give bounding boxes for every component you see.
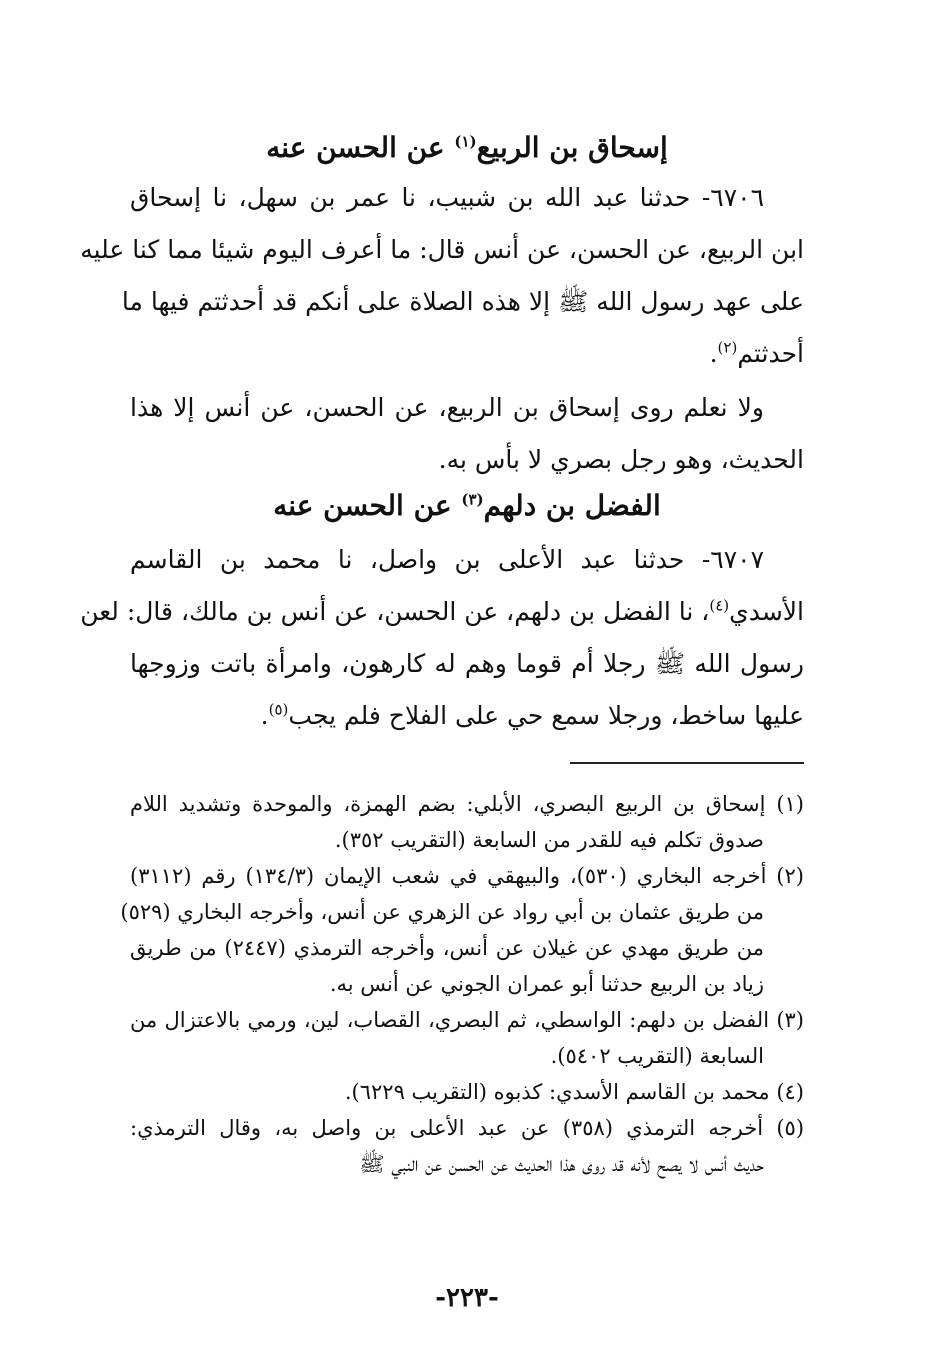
hadith-line: ٦٧٠٦- حدثنا عبد الله بن شبيب، نا عمر بن سهل، نا إسحاق — [130, 183, 764, 212]
footnote-line: زياد بن الربيع حدثنا أبو عمران الجوني عن أنس به. — [329, 972, 764, 996]
hadith-line-text: الأسدي — [729, 597, 804, 626]
footnote-ref: (٣) — [461, 490, 484, 509]
comment-line: ولا نعلم روى إسحاق بن الربيع، عن الحسن، عن أنس إلا هذا — [130, 393, 764, 422]
hadith-line-text: عليها ساخط، ورجلا سمع حي على الفلاح فلم يجب — [288, 701, 804, 730]
hadith-line: على عهد رسول الله ﷺ إلا هذه الصلاة على أنكم قد أحدثتم فيها ما — [121, 287, 804, 316]
hadith-line-text: ، نا الفضل بن دلهم، عن الحسن، عن أنس بن مالك، قال: لعن — [80, 597, 710, 626]
footnote-separator — [570, 762, 804, 764]
footnote-1 — [130, 786, 804, 858]
hadith-6707 — [80, 534, 804, 742]
footnote-line: السابعة (التقريب ٥٤٠٢). — [550, 1044, 764, 1068]
footnote-line: (٤) محمد بن القاسم الأسدي: كذبوه (التقريب ٦٢٢٩). — [344, 1080, 804, 1104]
section-heading-fadl — [130, 486, 804, 526]
footnote-ref: (٤) — [709, 596, 730, 615]
footnote-ref: (٢) — [717, 338, 738, 357]
footnote-line: (٢) أخرجه البخاري (٥٣٠)، والبيهقي في شعب الإيمان (١٣٤/٣) رقم (٣١١٢) — [130, 864, 804, 888]
footnote-line: حديث أنس لا يصح لأنه قد روى هذا الحديث عن الحسن عن النبي ﷺ — [359, 1152, 764, 1176]
hadith-line: رسول الله ﷺ رجلا أم قوما وهم له كارهون، وامرأة باتت وزوجها — [130, 649, 804, 678]
footnote-line: من طريق عثمان بن أبي رواد عن الزهري عن أنس، وأخرجه البخاري (٥٢٩) — [120, 900, 764, 924]
hadith-line-last — [130, 690, 804, 742]
hadith-end: . — [260, 701, 269, 730]
footnote-ref: (٥) — [268, 700, 289, 719]
hadith-line — [80, 586, 804, 638]
footnote-line: (٣) الفضل بن دلهم: الواسطي، ثم البصري، القصاب، لين، ورمي بالاعتزال من — [130, 1008, 804, 1032]
heading-name: الفضل بن دلهم — [483, 489, 661, 522]
page-number: -٢٢٣- — [435, 1283, 499, 1313]
hadith-line-text: أحدثتم — [737, 339, 804, 368]
footnote-3 — [130, 1002, 804, 1074]
heading-name: إسحاق بن الربيع — [476, 131, 668, 164]
footnote-2 — [120, 858, 804, 1002]
comment-line: الحديث، وهو رجل بصري لا بأس به. — [438, 445, 804, 474]
footnote-5 — [130, 1110, 804, 1182]
hadith-line: ٦٧٠٧- حدثنا عبد الأعلى بن واصل، نا محمد بن القاسم — [130, 545, 764, 574]
hadith-line-last — [130, 328, 804, 380]
hadith-6706 — [80, 172, 804, 380]
hadith-end: . — [709, 339, 718, 368]
footnote-line: (١) إسحاق بن الربيع البصري، الأبلي: بضم الهمزة، والموحدة وتشديد اللام — [130, 792, 804, 816]
heading-tail: عن الحسن عنه — [273, 489, 462, 522]
footnotes — [120, 786, 805, 1182]
footnote-line: (٥) أخرجه الترمذي (٣٥٨) عن عبد الأعلى بن واصل به، وقال الترمذي: — [130, 1116, 805, 1140]
footnote-line: صدوق تكلم فيه للقدر من السابعة (التقريب ٣٥٢). — [334, 828, 764, 852]
hadith-line: ابن الربيع، عن الحسن، عن أنس قال: ما أعرف اليوم شيئا مما كنا عليه — [80, 235, 804, 264]
footnote-ref: (١) — [454, 132, 477, 151]
footnote-line: من طريق مهدي عن غيلان عن أنس، وأخرجه الترمذي (٢٤٤٧) من طريق — [130, 936, 764, 960]
footnote-4 — [130, 1074, 804, 1110]
comment-paragraph — [130, 382, 804, 486]
heading-tail: عن الحسن عنه — [266, 131, 455, 164]
section-heading-ishaq — [130, 128, 804, 168]
